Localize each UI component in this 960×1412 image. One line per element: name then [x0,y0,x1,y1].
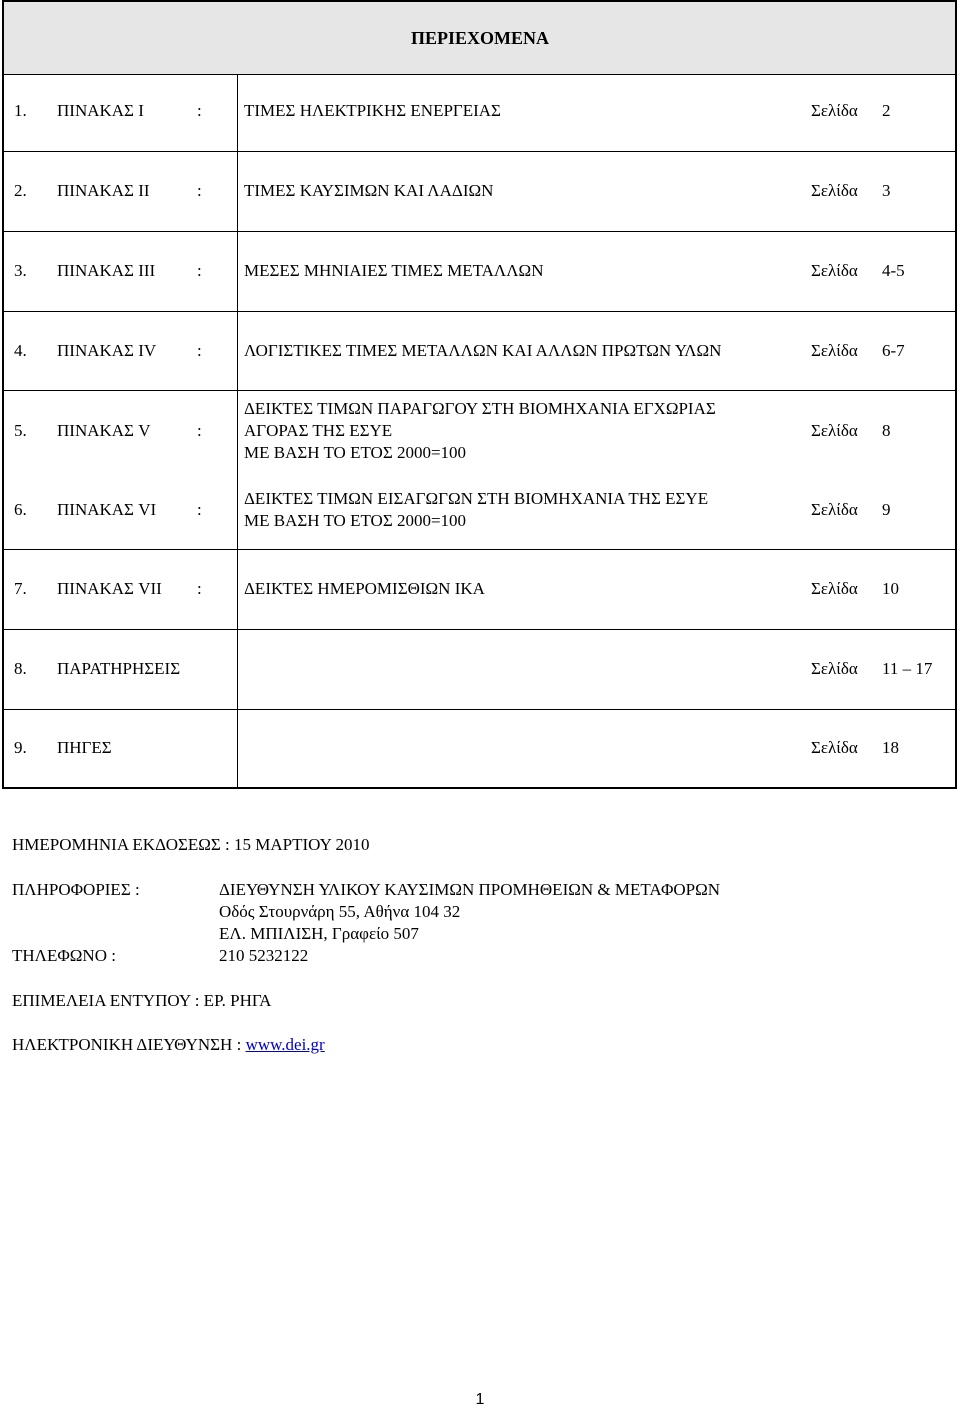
toc-number: 6. [14,500,27,519]
toc-number: 9. [14,738,27,757]
toc-number: 7. [14,579,27,598]
info-line: Οδός Στουρνάρη 55, Αθήνα 104 32 [219,902,461,921]
toc-separator: : [197,261,202,280]
toc-separator: : [197,500,202,519]
toc-label: ΠΙΝΑΚΑΣ VΙΙ [57,579,162,598]
toc-description: ΜΕΣΕΣ ΜΗΝΙΑΙΕΣ ΤΙΜΕΣ ΜΕΤΑΛΛΩΝ [244,261,544,280]
toc-label: ΠΙΝΑΚΑΣ ΙV [57,341,157,360]
editor-line: ΕΠΙΜΕΛΕΙΑ ΕΝΤΥΠΟΥ : ΕΡ. ΡΗΓΑ [12,991,272,1010]
toc-description: ΛΟΓΙΣΤΙΚΕΣ ΤΙΜΕΣ ΜΕΤΑΛΛΩΝ ΚΑΙ ΑΛΛΩΝ ΠΡΩΤΩΝ ΥΛΩΝ [244,341,722,360]
row-divider [4,549,955,550]
row-divider [4,629,955,630]
toc-label: ΠΗΓΕΣ [57,738,112,757]
phone-number: 210 5232122 [219,946,309,965]
toc-page: 18 [882,738,899,757]
toc-description: ΤΙΜΕΣ ΚΑΥΣΙΜΩΝ ΚΑΙ ΛΑΔΙΩΝ [244,181,494,200]
toc-separator: : [197,181,202,200]
row-divider [4,311,955,312]
toc-number: 1. [14,101,27,120]
toc-separator: : [197,341,202,360]
phone-label: ΤΗΛΕΦΩΝΟ : [12,946,116,965]
toc-page: 4-5 [882,261,905,280]
toc-page-word: Σελίδα [811,738,858,757]
toc-number: 2. [14,181,27,200]
toc-description: ΤΙΜΕΣ ΗΛΕΚΤΡΙΚΗΣ ΕΝΕΡΓΕΙΑΣ [244,101,501,120]
toc-page: 3 [882,181,891,200]
toc-number: 8. [14,659,27,678]
email-label: ΗΛΕΚΤΡΟΝΙΚΗ ΔΙΕΥΘΥΝΣΗ : [12,1035,242,1054]
toc-label: ΠΙΝΑΚΑΣ ΙΙΙ [57,261,156,280]
info-line: ΔΙΕΥΘΥΝΣΗ ΥΛΙΚΟΥ ΚΑΥΣΙΜΩΝ ΠΡΟΜΗΘΕΙΩΝ & ΜΕΤΑΦΟΡΩΝ [219,880,721,899]
toc-separator: : [197,421,202,440]
toc-page: 8 [882,421,891,440]
toc-separator: : [197,579,202,598]
toc-label: ΠΙΝΑΚΑΣ ΙΙ [57,181,150,200]
row-divider [4,231,955,232]
column-divider [237,75,238,787]
info-label: ΠΛΗΡΟΦΟΡΙΕΣ : [12,880,140,899]
toc-number: 4. [14,341,27,360]
email-line [12,1034,325,1056]
toc-page-word: Σελίδα [811,341,858,360]
toc-separator: : [197,101,202,120]
toc-description: ΜΕ ΒΑΣΗ ΤΟ ΕΤΟΣ 2000=100 [244,443,467,462]
toc-page-word: Σελίδα [811,500,858,519]
issue-date: ΗΜΕΡΟΜΗΝΙΑ ΕΚΔΟΣΕΩΣ : 15 ΜΑΡΤΙΟΥ 2010 [12,835,370,854]
toc-page-word: Σελίδα [811,181,858,200]
toc-description: ΔΕΙΚΤΕΣ ΤΙΜΩΝ ΕΙΣΑΓΩΓΩΝ ΣΤΗ ΒΙΟΜΗΧΑΝΙΑ ΤΗΣ ΕΣΥΕ [244,489,709,508]
toc-page: 10 [882,579,899,598]
toc-page-word: Σελίδα [811,261,858,280]
toc-page-word: Σελίδα [811,101,858,120]
toc-page: 11 – 17 [882,659,933,678]
toc-page: 9 [882,500,891,519]
toc-number: 5. [14,421,27,440]
toc-description: ΔΕΙΚΤΕΣ ΗΜΕΡΟΜΙΣΘΙΩΝ ΙΚΑ [244,579,485,598]
toc-label: ΠΑΡΑΤΗΡΗΣΕΙΣ [57,659,181,678]
toc-label: ΠΙΝΑΚΑΣ Ι [57,101,144,120]
toc-page-word: Σελίδα [811,579,858,598]
toc-page-word: Σελίδα [811,421,858,440]
toc-description: ΔΕΙΚΤΕΣ ΤΙΜΩΝ ΠΑΡΑΓΩΓΟΥ ΣΤΗ ΒΙΟΜΗΧΑΝΙΑ ΕΓΧΩΡΙΑΣ [244,399,716,418]
page-number: 1 [475,1391,485,1408]
info-line: ΕΛ. ΜΠΙΛΙΣΗ, Γραφείο 507 [219,924,419,943]
page-title: ΠΕΡΙΕΧΟΜΕΝΑ [410,28,549,48]
toc-page: 6-7 [882,341,905,360]
toc-description: ΑΓΟΡΑΣ ΤΗΣ ΕΣΥΕ [244,421,393,440]
row-divider [4,151,955,152]
toc-number: 3. [14,261,27,280]
toc-label: ΠΙΝΑΚΑΣ VΙ [57,500,157,519]
row-divider [4,709,955,710]
toc-label: ΠΙΝΑΚΑΣ V [57,421,151,440]
website-link[interactable]: www.dei.gr [245,1035,325,1054]
toc-page: 2 [882,101,891,120]
row-divider [4,390,955,391]
toc-description: ΜΕ ΒΑΣΗ ΤΟ ΕΤΟΣ 2000=100 [244,511,467,530]
toc-page-word: Σελίδα [811,659,858,678]
